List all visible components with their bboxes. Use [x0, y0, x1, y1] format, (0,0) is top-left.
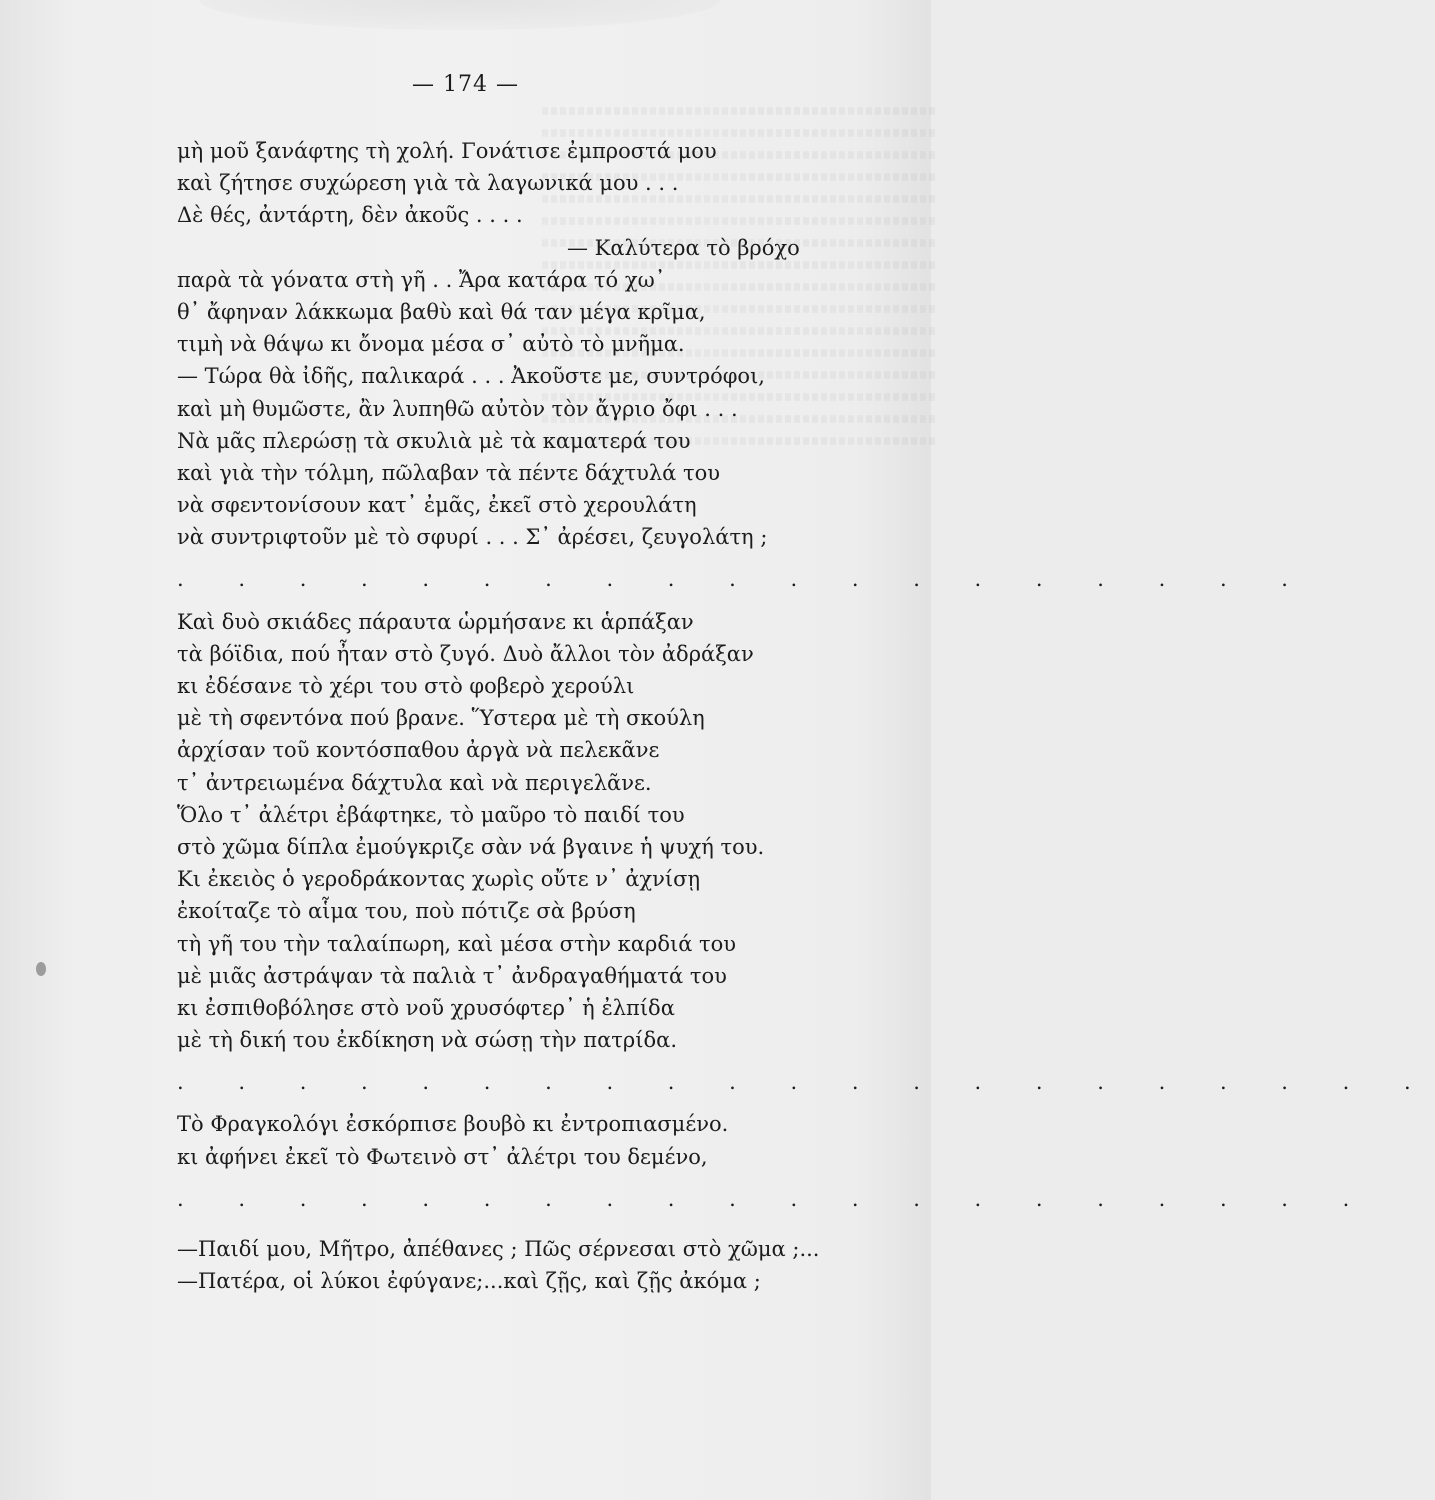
poem-text — [177, 135, 1435, 1297]
poem-line: τὴ γῆ του τὴν ταλαίπωρη, καὶ μέσα στὴν καρδιά του — [177, 931, 737, 956]
ellipsis-row: . . . . . . . . . . . . . . . . . . . . — [177, 1186, 1374, 1211]
poem-line: Τὸ Φραγκολόγι ἐσκόρπισε βουβὸ κι ἐντροπιασμένο. — [177, 1112, 729, 1137]
poem-line: καὶ γιὰ τὴν τόλμη, πῶλαβαν τὰ πέντε δάχτυλά του — [177, 460, 721, 485]
poem-line: τ᾽ ἀντρειωμένα δάχτυλα καὶ νὰ περιγελᾶνε. — [177, 770, 652, 795]
poem-line: Κι ἐκειὸς ὁ γεροδράκοντας χωρὶς οὔτε ν᾽ ἀχνίσῃ — [177, 867, 701, 892]
poem-line: ἐκοίταζε τὸ αἷμα του, ποὺ πότιζε σὰ βρύση — [177, 899, 636, 924]
poem-line: μὲ τὴ σφεντόνα πού βρανε. Ὕστερα μὲ τὴ σκούλη — [177, 706, 705, 731]
poem-line: καὶ ζήτησε συχώρεση γιὰ τὰ λαγωνικά μου . . . — [177, 171, 679, 196]
poem-line: μὴ μοῦ ξανάφτης τὴ χολή. Γονάτισε ἐμπροστά μου — [177, 139, 717, 163]
poem-line: — Τώρα θὰ ἰδῆς, παλικαρά . . . Ἀκοῦστε με, συντρόφοι, — [177, 364, 765, 389]
poem-line: Ὅλο τ᾽ ἀλέτρι ἐβάφτηκε, τὸ μαῦρο τὸ παιδί του — [177, 802, 685, 827]
poem-line: νὰ σφεντονίσουν κατ᾽ ἐμᾶς, ἐκεῖ στὸ χερουλάτη — [177, 493, 697, 518]
poem-line: κι ἐσπιθοβόλησε στὸ νοῦ χρυσόφτερ᾽ ἡ ἐλπίδα — [177, 995, 675, 1020]
poem-line: καὶ μὴ θυμῶστε, ἂν λυπηθῶ αὐτὸν τὸν ἄγριο ὄφι . . . — [177, 396, 738, 421]
poem-line: Καὶ δυὸ σκιάδες πάραυτα ὡρμήσανε κι ἁρπάξαν — [177, 609, 694, 634]
poem-line: τιμὴ νὰ θάψω κι ὄνομα μέσα σ᾽ αὐτὸ τὸ μνῆμα. — [177, 332, 685, 357]
poem-line: Δὲ θές, ἀντάρτη, δὲν ἀκοῦς . . . . — [177, 203, 523, 228]
ellipsis-row: . . . . . . . . . . . . . . . . . . . — [177, 567, 1312, 592]
poem-line: θ᾽ ἄφηναν λάκκωμα βαθὺ καὶ θά ταν μέγα κρῖμα, — [177, 299, 706, 324]
poem-line: στὸ χῶμα δίπλα ἐμούγκριζε σὰν νά βγαινε ἡ ψυχή του. — [177, 834, 765, 859]
poem-line: —Παιδί μου, Μῆτρο, ἀπέθανες ; Πῶς σέρνεσαι στὸ χῶμα ;... — [177, 1237, 820, 1261]
ink-smudge — [36, 962, 46, 976]
poem-line: κι ἐδέσανε τὸ χέρι του στὸ φοβερὸ χερούλι — [177, 674, 635, 698]
poem-line: —Πατέρα, οἱ λύκοι ἐφύγανε;...καὶ ζῇς, καὶ ζῇς ἀκόμα ; — [177, 1269, 761, 1294]
poem-line: μὲ τὴ δική του ἐκδίκηση νὰ σώσῃ τὴν πατρίδα. — [177, 1028, 677, 1053]
poem-line: τὰ βόϊδια, πού ἦταν στὸ ζυγό. Δυὸ ἄλλοι τὸν ἀδράξαν — [177, 641, 754, 666]
poem-line: ἀρχίσαν τοῦ κοντόσπαθου ἀργὰ νὰ πελεκᾶνε — [177, 738, 660, 763]
ellipsis-row: . . . . . . . . . . . . . . . . . . . . . — [177, 1070, 1435, 1095]
poem-line: παρὰ τὰ γόνατα στὴ γῆ . . Ἄρα κατάρα τό χω᾽ — [177, 267, 666, 292]
poem-line: Νὰ μᾶς πλερώσῃ τὰ σκυλιὰ μὲ τὰ καματερά του — [177, 428, 691, 453]
poem-line: κι ἀφήνει ἐκεῖ τὸ Φωτεινὸ στ᾽ ἀλέτρι του δεμένο, — [177, 1144, 708, 1169]
poem-line: μὲ μιᾶς ἀστράψαν τὰ παλιὰ τ᾽ ἀνδραγαθήματά του — [177, 963, 727, 988]
poem-line: νὰ συντριφτοῦν μὲ τὸ σφυρί . . . Σ᾽ ἀρέσει, ζευγολάτη ; — [177, 525, 768, 550]
poem-line: — Καλύτερα τὸ βρόχο — [567, 235, 800, 260]
page-number: — 174 — — [412, 72, 519, 97]
page-shadow — [200, 0, 720, 30]
